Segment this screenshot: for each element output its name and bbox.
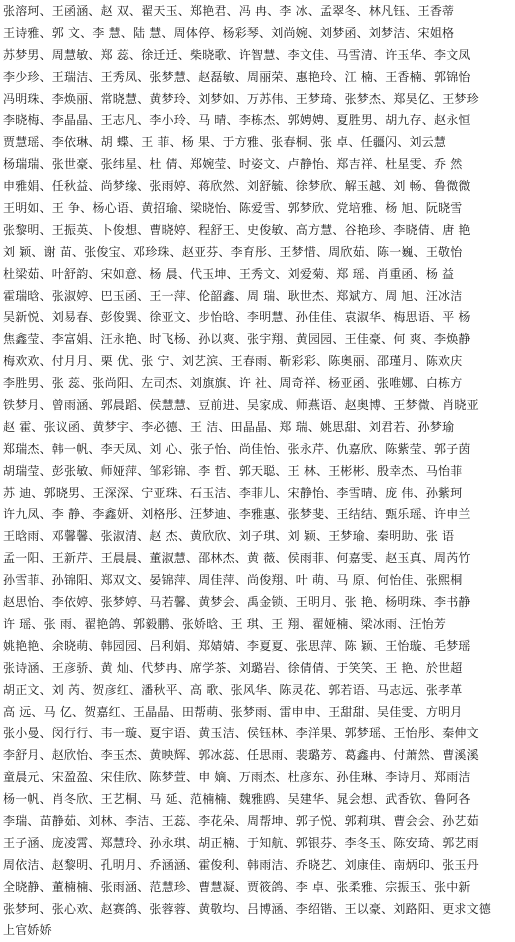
name-list-line: 许九凤、李 静、李鑫妍、刘格彤、汪梦迪、李雅惠、张梦斐、王结结、甄乐瑶、许申兰 <box>3 507 471 522</box>
name-list-line: 姚艳艳、余晓萌、韩园园、吕利娟、郑婧婧、李夏夏、张思萍、陈 颖、王怡璇、毛梦瑶 <box>3 638 471 653</box>
name-list-line: 苏 迪、郭晓男、王深深、宁亚珠、石玉洁、李菲儿、宋静怡、李雪晴、庞 伟、孙紫珂 <box>3 485 463 500</box>
name-list-line: 梅欢欢、付月月、栗 优、张 宁、刘艺滨、王春雨、靳彩彩、陈奥丽、邵瑾月、陈欢庆 <box>3 354 463 369</box>
name-list-line: 杨一帆、肖冬欣、王艺桐、马 延、范楠楠、魏雅鸥、吴建华、晁会想、武香钦、鲁阿各 <box>3 792 471 807</box>
name-list-line: 张梦珂、张心欢、赵赛鸽、张蓉蓉、黄敬均、吕博涵、李绍锴、王以豪、刘路阳、更求文德 <box>3 901 492 916</box>
name-list-line: 童晨元、宋盈盈、宋佳欣、陈梦萱、申 嫡、万雨杰、杜彦东、孙佳琳、李诗月、郑雨洁 <box>3 770 471 785</box>
name-list-line: 李胜男、张 蕊、张尚阳、左司杰、刘旗旗、许 社、周奇祥、杨亚函、张唯娜、白栋方 <box>3 376 463 391</box>
name-list-line: 郑瑞杰、韩一帆、李天凤、刘 心、张子怡、尚佳怡、张永芹、仇嘉欣、陈紫莹、郭子茵 <box>3 441 471 456</box>
name-list-line: 张小曼、闵行行、韦一璇、夏宇语、黄玉洁、侯钰林、李洋果、郭梦瑶、王怡彤、秦伸文 <box>3 726 479 741</box>
name-list-line: 申雅娟、任秋益、尚梦缘、张雨婷、蒋欣然、刘舒毓、徐梦欣、解玉越、刘 畅、鲁微微 <box>3 179 471 194</box>
name-list-line: 刘 颖、谢 苗、张俊宝、邓珍珠、赵亚芬、李育彤、王梦惜、周欣茹、陈一巍、王敬怡 <box>3 244 463 259</box>
name-list-line: 全晓静、董楠楠、张雨涵、范慧珍、曹慧凝、贾筱鸽、李 卓、张柔雅、宗振玉、张中新 <box>3 879 471 894</box>
name-list-line: 杜梁茹、叶舒韵、宋如意、杨 晨、代玉坤、王秀文、刘爱菊、郑 瑶、肖重函、杨 益 <box>3 266 455 281</box>
name-list-line: 许 瑶、张 雨、翟艳鸽、郭毅鹏、张娇晗、王 琪、王 翔、翟娅楠、梁冰雨、汪怡芳 <box>3 616 447 631</box>
name-list-line: 王诗雅、郭 文、李 慧、陆 慧、周体停、杨彩琴、刘尚婉、刘梦函、刘梦洁、宋姐格 <box>3 25 455 40</box>
name-list-line: 孙雪菲、孙锦阳、郑双文、晏锦萍、周佳萍、尚俊翔、叶 萌、马 原、何怡佳、张熙桐 <box>3 573 463 588</box>
name-list-document <box>3 1 512 942</box>
name-list-line: 王晗雨、邓馨馨、张淑清、赵 杰、黄欣欣、刘子琪、刘 颖、王梦瑜、秦明助、张 语 <box>3 529 455 544</box>
name-list-line: 上官娇娇 <box>3 923 52 938</box>
name-list-line: 霍瑞晗、张淑婷、巴玉函、王一萍、伦韶鑫、周 瑞、耿世杰、郑斌方、周 旭、汪冰洁 <box>3 288 463 303</box>
name-list-line: 吴新悦、刘易春、彭俊巽、徐亚文、步怡晗、李明慧、孙佳佳、袁淑华、梅思语、平 杨 <box>3 310 471 325</box>
name-list-line: 李晓梅、李晶晶、王志凡、李小玲、马 晴、李栋杰、郭娉娉、夏胜男、胡九存、赵永恒 <box>3 113 471 128</box>
name-list-line: 王明如、王 争、杨心语、黄招瑜、梁晓怡、陈爱雪、郭梦欣、党培雅、杨 旭、阮晓雪 <box>3 201 463 216</box>
name-list-line: 孟一阳、王新芹、王晨晨、董淑慧、邵林杰、黄 薇、侯雨菲、何嘉雯、赵玉真、周芮竹 <box>3 551 471 566</box>
name-list-line: 贾慧瑶、李依琳、胡 蝶、王 菲、杨 果、于方雅、张春桐、张 卓、任疆闪、刘云慧 <box>3 135 447 150</box>
name-list-line: 李舒月、赵欣怡、李玉杰、黄映辉、郭冰蕊、任思雨、裴璐芳、葛鑫冉、付萧然、曹溪溪 <box>3 748 479 763</box>
name-list-line: 周依洁、赵黎明、孔明月、乔涵涵、霍俊利、韩雨洁、乔晓艺、刘康佳、南炳印、张玉丹 <box>3 857 479 872</box>
name-list-line: 李瑞、苗静茹、刘林、李洁、王蕊、李花朵、周帮坤、郭子悦、郭莉琪、曹会会、孙艺茹 <box>3 813 479 828</box>
name-list-line: 张诗涵、王彦骄、黄 灿、代梦冉、席学茶、刘璐岩、徐倩倩、于笑笑、王 艳、於世超 <box>3 660 463 675</box>
name-list-line: 杨瑞瑞、张世豪、张纬星、杜 倩、郑婉莹、时姿文、卢静怡、郑吉祥、杜星雯、乔 然 <box>3 157 463 172</box>
name-list-line: 苏梦男、周慧敏、郑 蕊、徐迁迁、柴晓歌、许智慧、李文佳、马雪清、许玉华、李文凤 <box>3 47 471 62</box>
name-list-line: 张黎明、王振英、卜俊想、曹晓婷、程舒王、史俊敏、高方慧、谷艳珍、李晓倩、唐 艳 <box>3 222 471 237</box>
name-list-line: 胡正文、刘 芮、贺彦红、潘秋平、高 歌、张风华、陈灵花、郭若语、马志远、张孝革 <box>3 682 463 697</box>
name-list-line: 高 远、马 亿、贺嘉红、王晶晶、田帮萌、张梦雨、雷申申、王甜甜、吴佳雯、方明月 <box>3 704 463 719</box>
name-list-line: 胡瑞莹、彭张敏、师娅萍、邹彩锦、李 哲、郭天聪、王 林、王彬彬、殷幸杰、马怡菲 <box>3 463 463 478</box>
name-list-line: 铁梦月、曾雨涵、郭晨蹈、侯慧慧、豆前进、吴家成、师燕语、赵奥博、王梦微、肖晓亚 <box>3 398 479 413</box>
name-list-line: 冯明珠、李焕丽、常晓慧、黄梦玲、刘梦如、万苏伟、王梦琦、张梦杰、郑昊亿、王梦珍 <box>3 91 479 106</box>
name-list-line: 赵 霍、张议函、黄梦宇、李必德、王 洁、田晶晶、郑 瑞、姚思甜、刘君若、孙梦瑜 <box>3 419 455 434</box>
name-list-line: 焦鑫莹、李富娟、汪永艳、时飞杨、孙以爽、张宇翔、黄园园、王佳豪、何 爽、李焕静 <box>3 332 471 347</box>
name-list-line: 李少珍、王瑞洁、王秀凤、张梦慧、赵磊敏、周丽荣、惠艳玲、江 楠、王香楠、郭锦怡 <box>3 69 471 84</box>
name-list-line: 王子涵、庞凌霄、郑慧玲、孙永琪、胡正楠、于知航、郭银芬、李冬玉、陈安琦、郭艺雨 <box>3 835 479 850</box>
name-list-line: 张溶珂、王函涵、赵 双、翟天玉、郑艳君、冯 冉、李 冰、孟翠冬、林凡钰、王香蒂 <box>3 4 455 18</box>
name-list-line: 赵思怡、李依婷、张梦婷、马若馨、黄梦会、禹金锁、王明月、张 艳、杨明珠、李书静 <box>3 595 471 610</box>
